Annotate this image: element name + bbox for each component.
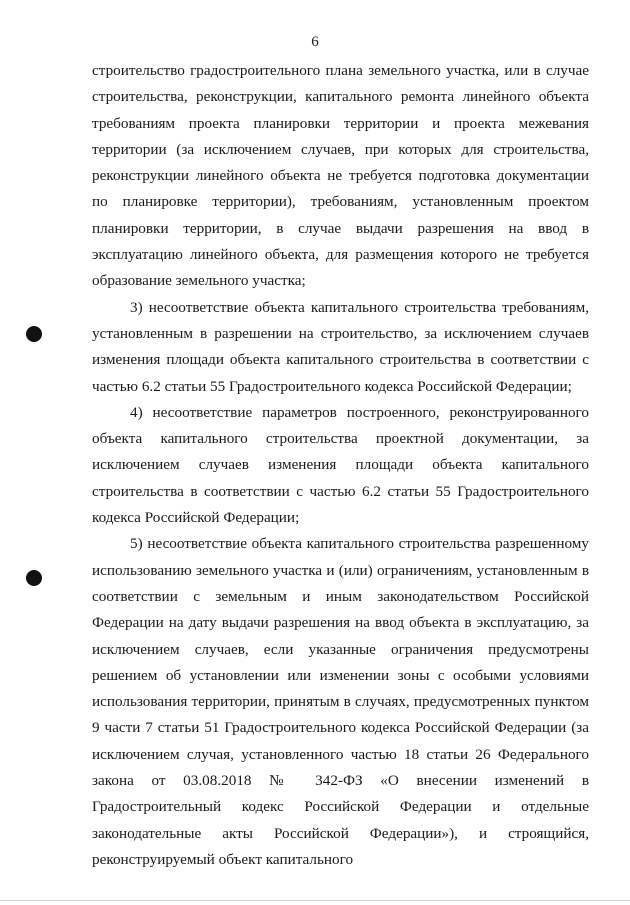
punch-hole [26,570,42,586]
document-body [92,58,589,873]
paragraph-item-3: 3) несоответствие объекта капитального строительства требованиям, установленным в разрешении на строительство, за исключением случаев изменения площади объекта капитального строительства в соответствии с частью 6.2 статьи 55 Градостроительного кодекса Российской Федерации; [92,298,589,395]
paragraph-item-5: 5) несоответствие объекта капитального строительства разрешенному использованию земельного участка и (или) ограничениям, установленным в соответствии с земельным и иным законодательством Российской Федерации на дату выдачи разрешения на ввод объекта в эксплуатацию, за исключением случаев, если указанные ограничения предусмотрены решением об установлении или изменении зоны с особыми условиями использования территории, принятым в случаях, предусмотренных пунктом 9 части 7 статьи 51 Градостроительного кодекса Российской Федерации (за исключением случая, установленного частью 18 статьи 26 Федерального закона от 03.08.2018 № 342-ФЗ «О внесении изменений в Градостроительный кодекс Российской Федерации и отдельные законодательные акты Российской Федерации»), и строящийся, реконструируемый объект капитального [92,535,589,868]
paragraph-item-4: 4) несоответствие параметров построенного, реконструированного объекта капитального строительства проектной документации, за исключением случаев изменения площади объекта капитального строительства в соответствии с частью 6.2 статьи 55 Градостроительного кодекса Российской Федерации; [92,403,589,527]
punch-hole [26,326,42,342]
page-number: 6 [311,34,319,50]
paragraph-continuation: строительство градостроительного плана земельного участка, или в случае строительства, реконструкции, капитального ремонта линейного объекта требованиям проекта планировки территории и проекта межевания территории (за исключением случаев, при которых для строительства, реконструкции линейного объекта не требуется подготовка документации по планировке территории), требованиям, установленным проектом планировки территории, в случае выдачи разрешения на ввод в эксплуатацию линейного объекта, для размещения которого не требуется образование земельного участка; [92,62,589,290]
page-bottom-edge [0,900,630,901]
